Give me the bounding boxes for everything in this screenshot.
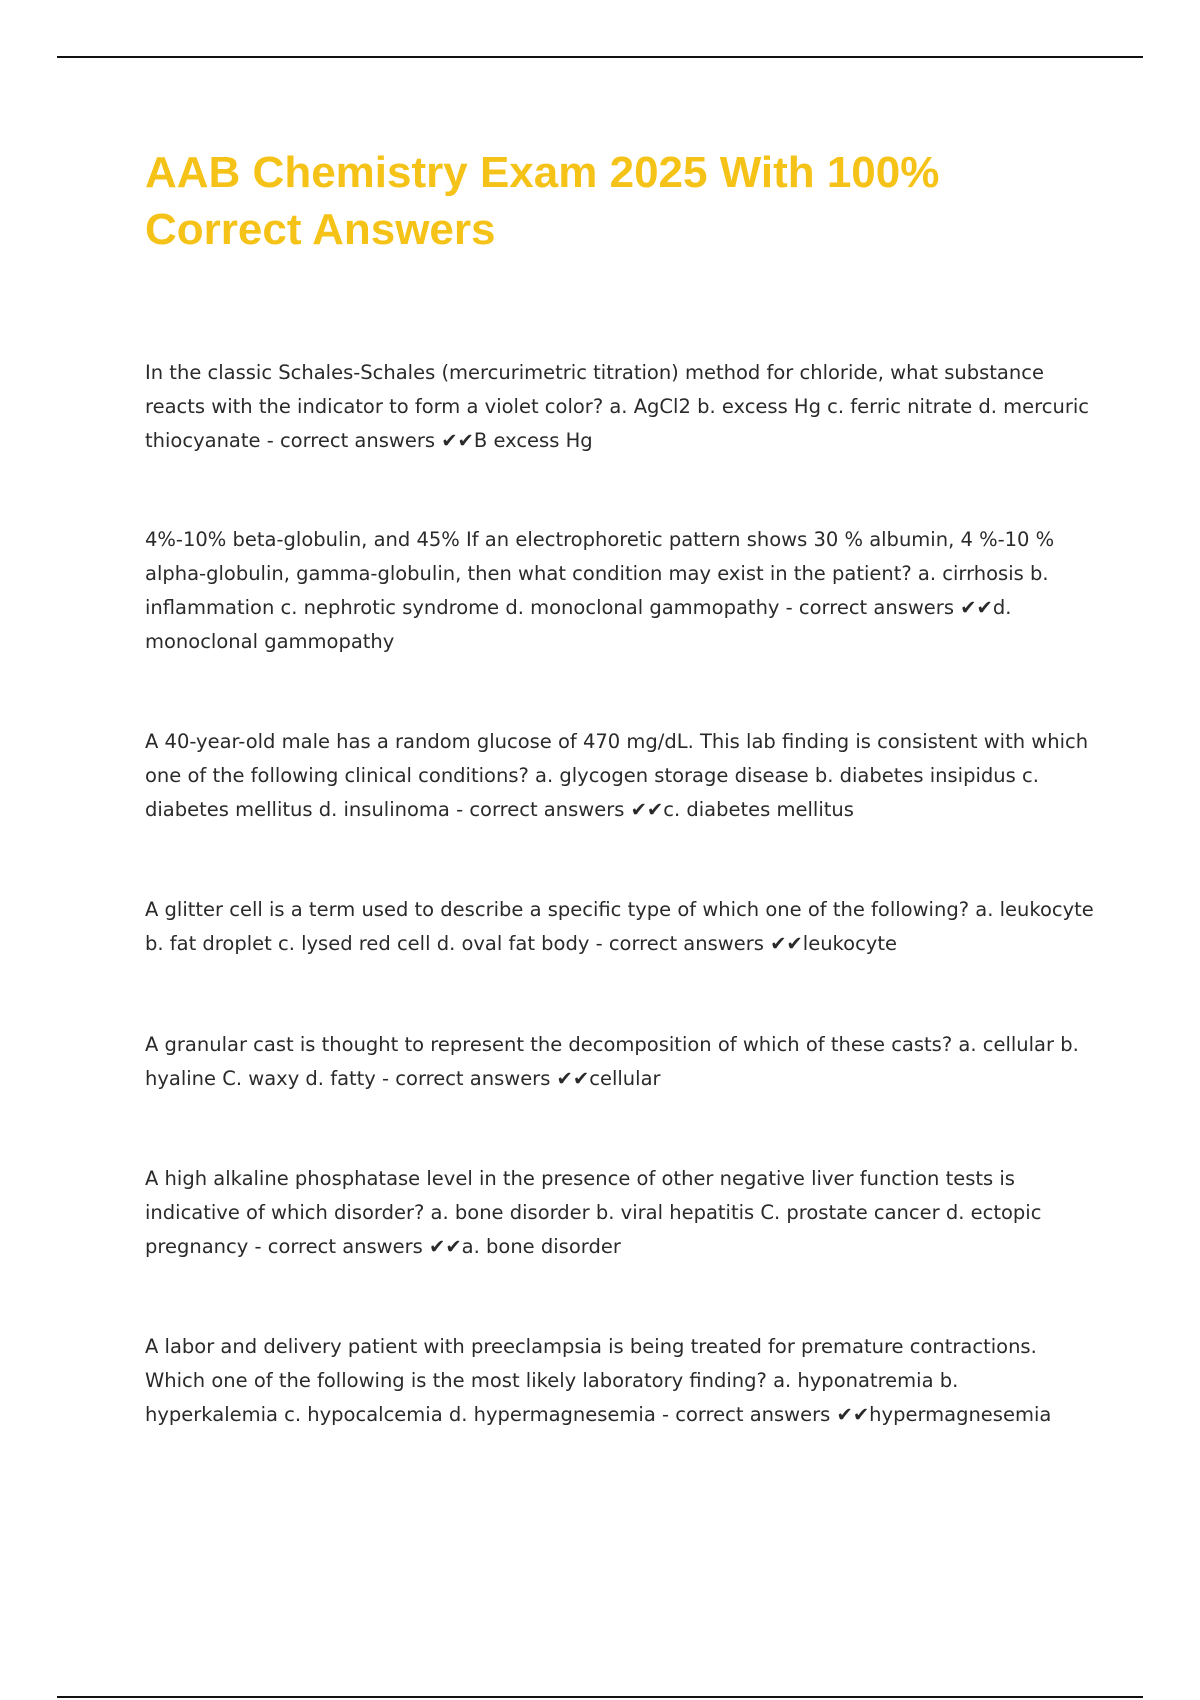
answer-marker: correct answers ✔✔	[675, 1403, 870, 1426]
qa-item-3	[145, 725, 1095, 827]
question-text: A 40-year-old male has a random glucose of 470 mg/dL. This lab finding is consistent with which one of the following clinical conditions? a. glycogen storage disease b. diabetes insipidus c. diabetes mellitus d. insulinoma -	[145, 730, 1089, 821]
answer-text: d. monoclonal gammopathy	[145, 596, 1012, 653]
answer-marker: correct answers ✔✔	[608, 932, 803, 955]
document-title: AAB Chemistry Exam 2025 With 100% Correct Answers	[145, 148, 940, 254]
answer-text: B excess Hg	[473, 429, 593, 452]
answer-marker: correct answers ✔✔	[798, 596, 993, 619]
answer-text: c. diabetes mellitus	[663, 798, 854, 821]
answer-marker: correct answers ✔✔	[469, 798, 664, 821]
answer-text: cellular	[589, 1067, 661, 1090]
qa-item-6	[145, 1162, 1095, 1264]
answer-text: hypermagnesemia	[869, 1403, 1052, 1426]
answer-marker: correct answers ✔✔	[267, 1235, 462, 1258]
bottom-divider	[57, 1696, 1143, 1698]
qa-item-7	[145, 1330, 1095, 1432]
qa-item-4	[145, 893, 1095, 961]
question-text: A labor and delivery patient with preeclampsia is being treated for premature contractions. Which one of the following is the most likely laboratory finding? a. hyponatremia b. hyperkalemia c. hypocalcemia d. hypermagnesemia -	[145, 1335, 1037, 1426]
answer-text: leukocyte	[802, 932, 897, 955]
top-divider	[57, 56, 1143, 58]
answer-marker: correct answers ✔✔	[395, 1067, 590, 1090]
answer-text: a. bone disorder	[461, 1235, 621, 1258]
qa-item-2	[145, 523, 1095, 659]
qa-item-1	[145, 356, 1095, 458]
question-text: A high alkaline phosphatase level in the presence of other negative liver function tests is indicative of which disorder? a. bone disorder b. viral hepatitis C. prostate cancer d. ectopic pregnancy -	[145, 1167, 1042, 1258]
answer-marker: correct answers ✔✔	[279, 429, 474, 452]
qa-item-5	[145, 1028, 1095, 1096]
question-text: In the classic Schales-Schales (mercurimetric titration) method for chloride, what substance reacts with the indicator to form a violet color? a. AgCl2 b. excess Hg c. ferric nitrate d. mercuric thiocyanate -	[145, 361, 1089, 452]
question-text: A granular cast is thought to represent the decomposition of which of these casts? a. cellular b. hyaline C. waxy d. fatty -	[145, 1033, 1079, 1090]
question-text: A glitter cell is a term used to describe a specific type of which one of the following? a. leukocyte b. fat droplet c. lysed red cell d. oval fat body -	[145, 898, 1094, 955]
question-text: 4%-10% beta-globulin, and 45% If an electrophoretic pattern shows 30 % albumin, 4 %-10 % alpha-globulin, gamma-globulin, then what condition may exist in the patient? a. cirrhosis b. inflammation c. nephrotic syndrome d. monoclonal gammopathy -	[145, 528, 1055, 619]
